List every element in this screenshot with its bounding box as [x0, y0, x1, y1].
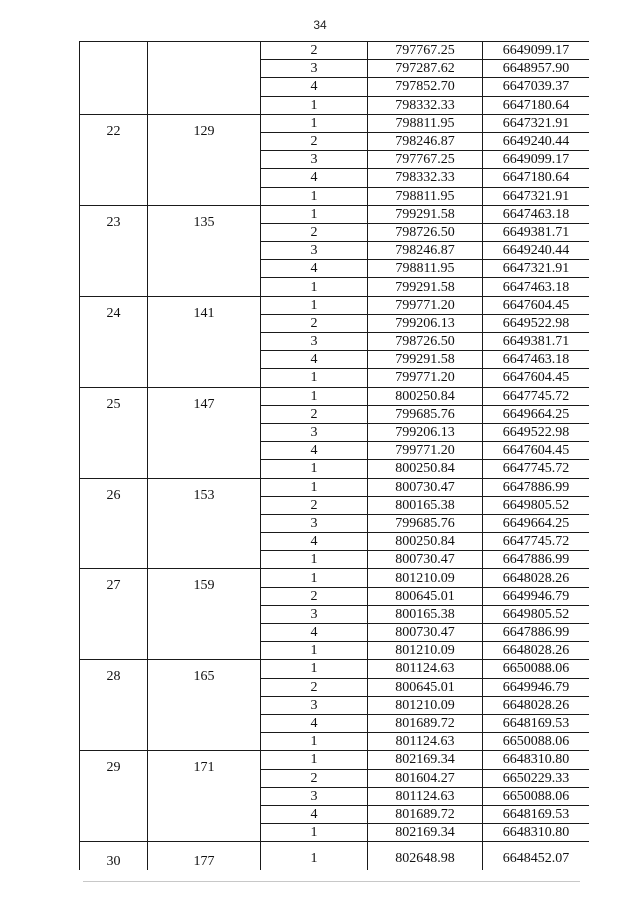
- point-index-cell: 2: [261, 42, 368, 60]
- group-number-cell: 129: [148, 114, 261, 205]
- y-coordinate-cell: 6647604.45: [483, 296, 590, 314]
- y-coordinate-cell: 6647886.99: [483, 624, 590, 642]
- x-coordinate-cell: 799771.20: [368, 442, 483, 460]
- y-coordinate-cell: 6647745.72: [483, 460, 590, 478]
- group-id-cell: 29: [80, 751, 148, 842]
- y-coordinate-cell: 6648028.26: [483, 569, 590, 587]
- group-id-cell: 23: [80, 205, 148, 296]
- x-coordinate-cell: 797287.62: [368, 60, 483, 78]
- page-bottom-rule: [83, 881, 580, 882]
- y-coordinate-cell: 6650229.33: [483, 769, 590, 787]
- point-index-cell: 2: [261, 678, 368, 696]
- y-coordinate-cell: 6649664.25: [483, 514, 590, 532]
- point-index-cell: 4: [261, 260, 368, 278]
- y-coordinate-cell: 6650088.06: [483, 733, 590, 751]
- group-number-cell: [148, 42, 261, 115]
- point-index-cell: 1: [261, 642, 368, 660]
- point-index-cell: 3: [261, 333, 368, 351]
- point-index-cell: 1: [261, 278, 368, 296]
- y-coordinate-cell: 6649664.25: [483, 405, 590, 423]
- y-coordinate-cell: 6649240.44: [483, 132, 590, 150]
- y-coordinate-cell: 6647886.99: [483, 478, 590, 496]
- x-coordinate-cell: 800645.01: [368, 678, 483, 696]
- group-number-cell: 141: [148, 296, 261, 387]
- page-number: 34: [313, 18, 327, 32]
- x-coordinate-cell: 800730.47: [368, 478, 483, 496]
- y-coordinate-cell: 6648310.80: [483, 824, 590, 842]
- x-coordinate-cell: 798726.50: [368, 223, 483, 241]
- table-row: [80, 42, 590, 60]
- x-coordinate-cell: 797767.25: [368, 151, 483, 169]
- x-coordinate-cell: 800250.84: [368, 533, 483, 551]
- table-row: [80, 751, 590, 769]
- coordinates-table-body: [80, 42, 590, 871]
- y-coordinate-cell: 6649099.17: [483, 42, 590, 60]
- coordinates-table-container: [79, 41, 589, 870]
- x-coordinate-cell: 802169.34: [368, 824, 483, 842]
- point-index-cell: 2: [261, 405, 368, 423]
- x-coordinate-cell: 797767.25: [368, 42, 483, 60]
- x-coordinate-cell: 799685.76: [368, 405, 483, 423]
- y-coordinate-cell: 6649381.71: [483, 223, 590, 241]
- y-coordinate-cell: 6648310.80: [483, 751, 590, 769]
- x-coordinate-cell: 798811.95: [368, 114, 483, 132]
- x-coordinate-cell: 801689.72: [368, 805, 483, 823]
- y-coordinate-cell: 6648452.07: [483, 842, 590, 870]
- point-index-cell: 1: [261, 96, 368, 114]
- x-coordinate-cell: 801124.63: [368, 660, 483, 678]
- point-index-cell: 3: [261, 787, 368, 805]
- x-coordinate-cell: 798811.95: [368, 260, 483, 278]
- x-coordinate-cell: 799291.58: [368, 205, 483, 223]
- y-coordinate-cell: 6650088.06: [483, 787, 590, 805]
- x-coordinate-cell: 799291.58: [368, 278, 483, 296]
- group-id-cell: 30: [80, 842, 148, 870]
- x-coordinate-cell: 798332.33: [368, 96, 483, 114]
- table-row: [80, 569, 590, 587]
- x-coordinate-cell: 801124.63: [368, 733, 483, 751]
- point-index-cell: 2: [261, 223, 368, 241]
- point-index-cell: 1: [261, 387, 368, 405]
- group-id-cell: 24: [80, 296, 148, 387]
- point-index-cell: 2: [261, 132, 368, 150]
- point-index-cell: 4: [261, 442, 368, 460]
- x-coordinate-cell: 798726.50: [368, 333, 483, 351]
- group-id-cell: 22: [80, 114, 148, 205]
- x-coordinate-cell: 799771.20: [368, 369, 483, 387]
- y-coordinate-cell: 6648169.53: [483, 714, 590, 732]
- x-coordinate-cell: 799771.20: [368, 296, 483, 314]
- y-coordinate-cell: 6647180.64: [483, 96, 590, 114]
- group-number-cell: 171: [148, 751, 261, 842]
- group-number-cell: 135: [148, 205, 261, 296]
- x-coordinate-cell: 801210.09: [368, 569, 483, 587]
- x-coordinate-cell: 800250.84: [368, 387, 483, 405]
- point-index-cell: 4: [261, 169, 368, 187]
- table-row: [80, 114, 590, 132]
- y-coordinate-cell: 6649240.44: [483, 242, 590, 260]
- point-index-cell: 3: [261, 514, 368, 532]
- point-index-cell: 1: [261, 187, 368, 205]
- y-coordinate-cell: 6648957.90: [483, 60, 590, 78]
- x-coordinate-cell: 797852.70: [368, 78, 483, 96]
- point-index-cell: 1: [261, 551, 368, 569]
- coordinates-table: [79, 41, 589, 870]
- point-index-cell: 1: [261, 460, 368, 478]
- table-row: [80, 296, 590, 314]
- x-coordinate-cell: 801210.09: [368, 696, 483, 714]
- y-coordinate-cell: 6647604.45: [483, 442, 590, 460]
- y-coordinate-cell: 6647604.45: [483, 369, 590, 387]
- group-number-cell: 159: [148, 569, 261, 660]
- x-coordinate-cell: 800165.38: [368, 496, 483, 514]
- table-row: [80, 387, 590, 405]
- group-id-cell: [80, 42, 148, 115]
- table-row: [80, 205, 590, 223]
- y-coordinate-cell: 6649099.17: [483, 151, 590, 169]
- point-index-cell: 4: [261, 624, 368, 642]
- point-index-cell: 4: [261, 78, 368, 96]
- group-id-cell: 28: [80, 660, 148, 751]
- point-index-cell: 3: [261, 60, 368, 78]
- y-coordinate-cell: 6649381.71: [483, 333, 590, 351]
- y-coordinate-cell: 6648028.26: [483, 642, 590, 660]
- point-index-cell: 4: [261, 533, 368, 551]
- table-row: [80, 478, 590, 496]
- group-id-cell: 27: [80, 569, 148, 660]
- y-coordinate-cell: 6647463.18: [483, 351, 590, 369]
- point-index-cell: 1: [261, 751, 368, 769]
- point-index-cell: 1: [261, 733, 368, 751]
- y-coordinate-cell: 6649946.79: [483, 678, 590, 696]
- x-coordinate-cell: 801124.63: [368, 787, 483, 805]
- x-coordinate-cell: 802648.98: [368, 842, 483, 870]
- point-index-cell: 3: [261, 696, 368, 714]
- y-coordinate-cell: 6647463.18: [483, 205, 590, 223]
- y-coordinate-cell: 6647321.91: [483, 260, 590, 278]
- x-coordinate-cell: 798332.33: [368, 169, 483, 187]
- y-coordinate-cell: 6649522.98: [483, 423, 590, 441]
- x-coordinate-cell: 800730.47: [368, 551, 483, 569]
- group-number-cell: 177: [148, 842, 261, 870]
- point-index-cell: 1: [261, 114, 368, 132]
- x-coordinate-cell: 800165.38: [368, 605, 483, 623]
- x-coordinate-cell: 800250.84: [368, 460, 483, 478]
- y-coordinate-cell: 6647745.72: [483, 533, 590, 551]
- group-id-cell: 25: [80, 387, 148, 478]
- point-index-cell: 1: [261, 660, 368, 678]
- y-coordinate-cell: 6648028.26: [483, 696, 590, 714]
- y-coordinate-cell: 6648169.53: [483, 805, 590, 823]
- y-coordinate-cell: 6647039.37: [483, 78, 590, 96]
- y-coordinate-cell: 6649522.98: [483, 314, 590, 332]
- y-coordinate-cell: 6649805.52: [483, 605, 590, 623]
- group-number-cell: 165: [148, 660, 261, 751]
- point-index-cell: 3: [261, 605, 368, 623]
- point-index-cell: 3: [261, 423, 368, 441]
- point-index-cell: 1: [261, 296, 368, 314]
- point-index-cell: 4: [261, 351, 368, 369]
- y-coordinate-cell: 6647745.72: [483, 387, 590, 405]
- x-coordinate-cell: 801604.27: [368, 769, 483, 787]
- point-index-cell: 4: [261, 805, 368, 823]
- point-index-cell: 2: [261, 496, 368, 514]
- x-coordinate-cell: 800730.47: [368, 624, 483, 642]
- point-index-cell: 3: [261, 242, 368, 260]
- x-coordinate-cell: 798246.87: [368, 132, 483, 150]
- group-number-cell: 147: [148, 387, 261, 478]
- group-id-cell: 26: [80, 478, 148, 569]
- x-coordinate-cell: 799206.13: [368, 314, 483, 332]
- x-coordinate-cell: 802169.34: [368, 751, 483, 769]
- point-index-cell: 1: [261, 569, 368, 587]
- y-coordinate-cell: 6647463.18: [483, 278, 590, 296]
- x-coordinate-cell: 799291.58: [368, 351, 483, 369]
- table-row: [80, 842, 590, 870]
- y-coordinate-cell: 6647180.64: [483, 169, 590, 187]
- y-coordinate-cell: 6649946.79: [483, 587, 590, 605]
- point-index-cell: 1: [261, 824, 368, 842]
- point-index-cell: 4: [261, 714, 368, 732]
- x-coordinate-cell: 801689.72: [368, 714, 483, 732]
- point-index-cell: 1: [261, 478, 368, 496]
- point-index-cell: 2: [261, 314, 368, 332]
- x-coordinate-cell: 799206.13: [368, 423, 483, 441]
- y-coordinate-cell: 6647886.99: [483, 551, 590, 569]
- y-coordinate-cell: 6649805.52: [483, 496, 590, 514]
- x-coordinate-cell: 798246.87: [368, 242, 483, 260]
- point-index-cell: 1: [261, 842, 368, 870]
- y-coordinate-cell: 6650088.06: [483, 660, 590, 678]
- point-index-cell: 2: [261, 587, 368, 605]
- x-coordinate-cell: 798811.95: [368, 187, 483, 205]
- x-coordinate-cell: 799685.76: [368, 514, 483, 532]
- point-index-cell: 2: [261, 769, 368, 787]
- y-coordinate-cell: 6647321.91: [483, 114, 590, 132]
- table-row: [80, 660, 590, 678]
- group-number-cell: 153: [148, 478, 261, 569]
- x-coordinate-cell: 800645.01: [368, 587, 483, 605]
- y-coordinate-cell: 6647321.91: [483, 187, 590, 205]
- point-index-cell: 3: [261, 151, 368, 169]
- point-index-cell: 1: [261, 369, 368, 387]
- point-index-cell: 1: [261, 205, 368, 223]
- x-coordinate-cell: 801210.09: [368, 642, 483, 660]
